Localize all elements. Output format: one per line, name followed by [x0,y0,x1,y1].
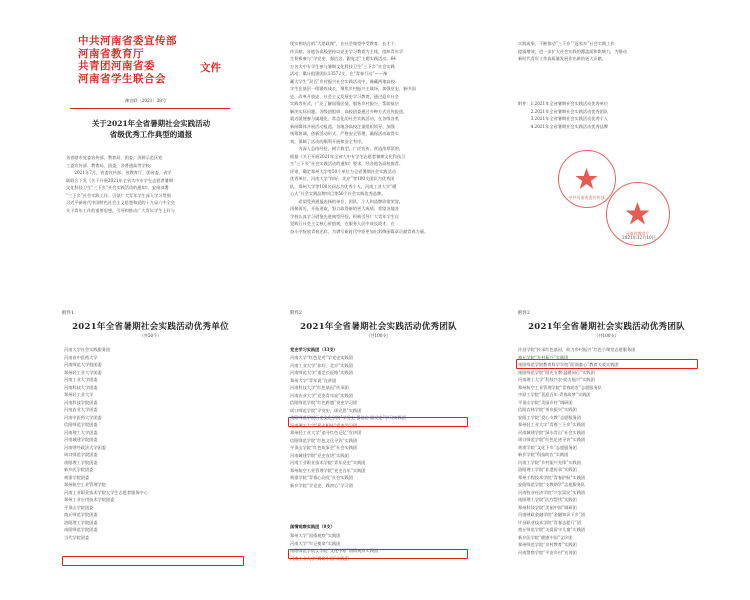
list-item: 郑州大学“青年说”宣讲团 [290,377,337,383]
list-item: 南阳师范学院团委 [64,527,98,532]
list-item: 河南工业大学“你好，北京”实践团 [290,362,353,368]
list-title: 2021年全省暑期社会实践活动优秀单位 [72,322,229,332]
list-item: 周口师范学院团委 [64,452,98,457]
list-title: 2021年全省暑期社会实践活动优秀团队 [300,322,457,332]
body-line: “三下乡”社会实践工作。引领广大青年学生深入学习贯彻 [66,192,171,198]
list-item: 郑州师范学院“乡村教育”实践团 [518,542,577,547]
list-item: 黄淮学院“文化下乡”志愿服务团 [518,444,577,450]
list-item: 平顶山学院“美丽乡村”调研团 [518,399,573,405]
list-item: 郑州大学“国情观察”实践团 [290,533,341,538]
list-item: 河南理工大学“科技兴农·助力振兴”实践团 [518,377,595,382]
page-1 [48,22,253,284]
list-item: 黄淮学院“青春心向党”社会实践团 [290,475,353,480]
doc-number: 豫宣联〔2021〕38号 [125,98,167,103]
highlight-box [62,556,244,566]
list-item: 河南省中医药大学 [64,354,98,360]
attachment-label: 附件2 [290,311,302,316]
doc-body [290,40,468,235]
list-item: 郑州工业应用技术学院团委 [64,497,115,502]
list-item: 河南牧业经济学院“兴农富民”实践团 [518,489,586,495]
seal-text: 中共河南省委宣传部 [568,195,605,200]
body-line: 心人”社会实践品牌项目等50个社会实践优秀品牌。 [290,191,386,196]
list-item: 河南大学“红色足迹”学党史实践团 [290,355,353,360]
list-item: 河南财政金融学院“金融知识下乡”团 [518,512,586,517]
body-line: 根据《关于开展2021年全省大中专学生志愿者暑期文化科技卫 [290,153,406,159]
body-line: 提质增效，进一步扩大社会实践的覆盖面和影响力，为推动 [518,48,627,54]
doc-body [518,40,696,63]
attachment-item: 4.2021年全省暑期社会实践活动优秀品牌 [518,123,609,129]
list-item: 新乡学院“学党史、践初心”学习团 [290,482,353,488]
section-heading: 党史学习实践团（33支） [290,347,338,352]
list-item: 中原工学院“喜迎百年·青春筑梦”实践团 [518,392,591,397]
list-item: 郑州轻工业大学“追寻红色记忆”宣讲团 [290,430,362,435]
body-line: 觉践行社会主义核心价值观，在服务人民中成长成才，在 [290,221,395,226]
body-line: 效，保障了活动的顺利开展和安全有序。 [290,138,366,144]
red-divider [70,108,230,109]
body-line: 统筹协调、创新活动形式、严格安全管理，确保活动取得实 [290,131,399,136]
list-item: 平顶山学院团委 [64,504,94,510]
body-line: 2021年7月，省委宣传部、省教育厅、团省委、省学 [66,170,172,175]
body-line: 就近就便参与属地化、常态化的社会实践活动，在各级各类 [290,116,399,121]
list-item: 郑州科技学院“美丽中国”调研团 [518,504,577,510]
org-name: 中共河南省委宣传部 [78,35,177,47]
body-line: 为深入总结经验、树立典型，广泛宣传，营造浓厚氛围， [290,146,404,151]
highlight-box [288,417,468,427]
list-subtitle: （共50个） [139,333,162,338]
page-4 [48,296,253,586]
list-item: 洛阳理工学院“非遗传承”实践团 [518,467,577,472]
body-line: 工委宣传部、教育局、团委，各普通高等学校： [66,162,154,168]
list-item: 南阳师范学院教育科学学院“阳润童心”教育关爱实践团 [518,362,619,367]
doc-body [66,154,238,214]
body-line: 新时代青年工作高质量发展作出新的更大贡献。 [518,56,606,61]
list-item: 新乡学院“科技助农”实践团 [518,452,569,457]
list-item: 商丘学院“乡村振兴”实践团 [518,354,569,360]
body-line: 评审，确定郑州大学等50个单位为全省暑期社会实践活动 [290,168,396,174]
body-line: 作贡献。各地各高校坚持以党史学习教育为主线，组织青年学 [290,48,404,54]
body-line: 藏大学生“双百”乡村振兴社会实践活动中，豫藏两地高校 [290,78,395,84]
doc-title [56,118,246,140]
list-item: 郑州航空工业管理学院 [64,482,106,487]
list-subtitle: （共100支） [594,333,619,338]
body-line: 学生在基层一线锻炼成长，聚焦乡村振兴主战场，加强党史、新中国 [290,86,416,91]
body-line: 实践等形式，广泛了解国情民情，服务乡村振兴，帮助基层 [290,101,399,106]
seal-star-icon [559,151,614,206]
team-list [518,346,700,556]
list-item: 南阳师范学院历史文化学院“学党史 强信念 跟党走”学习实践团 [290,415,406,420]
attachment-item: 附件：1.2021年全省暑期社会实践活动优秀单位 [518,101,609,106]
list-item: 河南理工大学“薪火相传”党史学习团 [290,422,358,428]
list-item: 郑州轻工业大学“青春三下乡”实践团 [518,422,586,427]
attachment-label: 附件2 [518,311,530,316]
list-item: 河南工业职业技术学院大学生志愿者服务中心 [64,489,148,495]
list-subtitle: （共100支） [366,333,391,338]
list-item: 安阳工学院“爱心支教”志愿服务团 [518,414,581,420]
doc-type: 文件 [200,62,221,74]
list-item: 商丘师范学院“关爱留守儿童”实践团 [518,527,586,532]
attachment-item: 3.2021年全省暑期社会实践活动优秀个人 [518,116,609,121]
body-line: 习近平新时代中国特色社会主义思想和党的十九届六中全会 [66,200,175,205]
list-item: 许昌职业技术学院“青春志愿行”团 [518,519,581,525]
doc-title-line: 省级优秀工作典型的通报 [109,130,193,139]
body-line: 优秀单位，河南大学“你好，北京”等100支团队为优秀团 [290,176,395,181]
list-item: 河南城建学院团委 [64,437,98,442]
page-3 [504,22,709,284]
unit-list [64,346,239,541]
highlight-box [288,549,468,559]
list-title: 2021年全省暑期社会实践活动优秀团队 [528,322,685,332]
list-item: 南阳理工学院“医疗帮扶”实践团 [518,497,577,502]
list-item: 河南科技大学团委 [64,384,98,390]
list-item: 洛阳理工学院团委 [64,519,98,525]
list-item: 南阳师范学院“阳光支教·温暖同行”实践团 [518,369,595,375]
section-heading: 国情观察实践团（8支） [290,524,335,529]
attachment-item: 2.2021年全省暑期社会实践活动优秀团队 [518,108,609,114]
list-item: 平顶山学院“红色故事会”社会实践团 [290,445,358,450]
attachment-list [518,100,696,130]
page-5 [276,296,481,586]
list-item: 郑州轻工业大学团委 [64,369,102,375]
list-item: 河南大学“牢记使命”实践团 [290,540,341,546]
list-item: 河南农业大学团委 [64,407,98,412]
list-item: 河南科技学院团委 [64,399,98,405]
list-item: 许昌学院“传承红色基因，助力乡村振兴”红色小课堂志愿服务团 [518,347,636,352]
list-item: 周口师范学院“红色足迹寻访”实践团 [518,437,586,442]
list-item: 南阳理工学院团委 [64,459,98,465]
list-item: 郑州轻工业大学 [64,392,94,397]
list-item: 郑州航空工业管理学院“党史百年”实践团 [290,467,366,473]
list-item: 新乡医学院“健康中国”义诊团 [518,534,573,540]
body-line: 学校认真学习借鉴先进典型经验，积极引导广大青年学生自 [290,213,399,219]
list-item: 河南农业大学“党史青年说”实践团 [290,392,353,398]
list-item: 河南财经政法大学团委 [64,444,106,450]
list-item: 河南大学社会实践服务团 [64,347,111,352]
issue-date: 2021年12月10日 [622,235,656,240]
list-item: 周口师范学院“学党史，颂党恩”实践团 [290,407,362,413]
highlight-box [516,359,698,369]
issuing-orgs [78,35,177,85]
body-line: 各省辖市党委宣传部、教育局、团委，济源示范区党 [66,155,163,160]
page-2 [276,22,481,284]
list-item: 郑州工程技术学院“青春护航”实践团 [518,474,586,480]
page-6 [504,296,709,586]
list-item: 河南中医药大学团委 [64,414,102,420]
list-item: 河南工业大学团委 [64,377,98,382]
attachment-label: 附件1 [62,311,74,316]
seal-text: 河南省教育厅 [625,231,650,236]
list-item: 信阳师范学院“红色文化寻访”实践团 [290,437,358,443]
body-line: 万名大中专学生参与暑期文化科技卫生“三下乡”社会实践 [290,63,395,69]
list-item: 安阳师范学院“支教助学”志愿服务队 [518,482,586,487]
body-line: 关于青年工作的重要思想，引导和推动广大青年学生上好与 [66,207,175,213]
org-name: 河南省学生联合会 [78,72,166,85]
list-item: 河南警察学院“平安乡村”宣讲团 [518,549,577,555]
list-item: 河南理工大学团委 [64,429,98,435]
list-item: 河南师范大学“重走长征路”实践团 [290,370,353,375]
body-line: 联联合下发《关于开展2021年全省大中专学生志愿者暑期 [66,177,173,183]
list-item: 河南城建学院“党史宣讲”实践团 [290,452,349,458]
list-item: 新乡医学院团委 [64,467,94,472]
list-item: 河南科技大学“红色基因”传承团 [290,385,349,390]
body-line: 实践成果，不断推动“三下乡”“返家乡”社会实践工作 [518,41,615,46]
body-line: 生“三下乡”社会实践活动的通知》要求，经各地各高校推荐、 [290,161,404,166]
list-item: 河南工业大学“调研中国”实践团 [290,555,349,561]
list-item: 信阳农林学院“茶乡振兴”实践团 [518,407,577,412]
list-item: 黄淮学院团委 [64,474,90,480]
list-item: 当代学院团委 [64,534,90,540]
list-item: 南阳师范学院文学院“文化中原”国情观察实践团 [290,548,379,553]
body-line: 活动，累计组建团队13572支。在“青春行动”——豫 [290,71,388,76]
org-name: 河南省教育厅 [78,47,144,60]
list-item: 商丘师范学院团委 [64,512,98,517]
list-item: 郑州航空工业管理学院“青春助农”志愿服务队 [518,384,602,390]
body-line: 再接再厉，开拓进取，努力取得新的更大成绩。希望各地各 [290,206,399,211]
body-line: 希望受到通报表扬的单位、团队、个人和品牌珍惜荣誉， [290,198,404,204]
body-line: 文化科技卫生“三下乡”社会实践活动的通知》，安排部署 [66,185,169,190]
list-item: 河南师范大学校团委 [64,362,102,367]
list-item: 河南城建学院“绿水青山”社会实践团 [518,429,586,435]
body-line: 奋斗中绽放青春光彩，为谱写新时代中原更加出彩绚丽篇章贡献青春力量。 [290,228,429,234]
body-line: 队，郑州大学等100名同志为优秀个人，河南工业大学“暖 [290,183,397,189]
body-line: 解决实际问题。各级团组织、高校团委通过多种方式宣传报道， [290,108,408,114]
doc-title-line: 关于2021年全省暑期社会实践活动 [91,119,211,128]
list-item: 信阳师范学院团委 [64,422,98,427]
body-line: 史、改革开放史、社会主义发展史学习教育，通过返乡社会 [290,93,399,99]
org-name: 共青团河南省委 [78,60,155,72]
body-line: 生积极参与“学党史、强信念、跟党走”主题实践活动。64 [290,56,396,61]
list-item: 信阳师范学院“红色跨越”党史学习团 [290,400,358,405]
list-item: 河南工业职业技术学院“青年党史”实践团 [290,460,366,465]
list-item: 河南工学院“乡村振兴先锋”实践团 [518,459,581,465]
body-line: 新闻媒体开展活动报道。各地各高校注重组织领导、加强 [290,123,395,129]
body-line: 现实相结合的“大思政课”，在社会课堂中受教育、长才干、 [290,41,399,46]
